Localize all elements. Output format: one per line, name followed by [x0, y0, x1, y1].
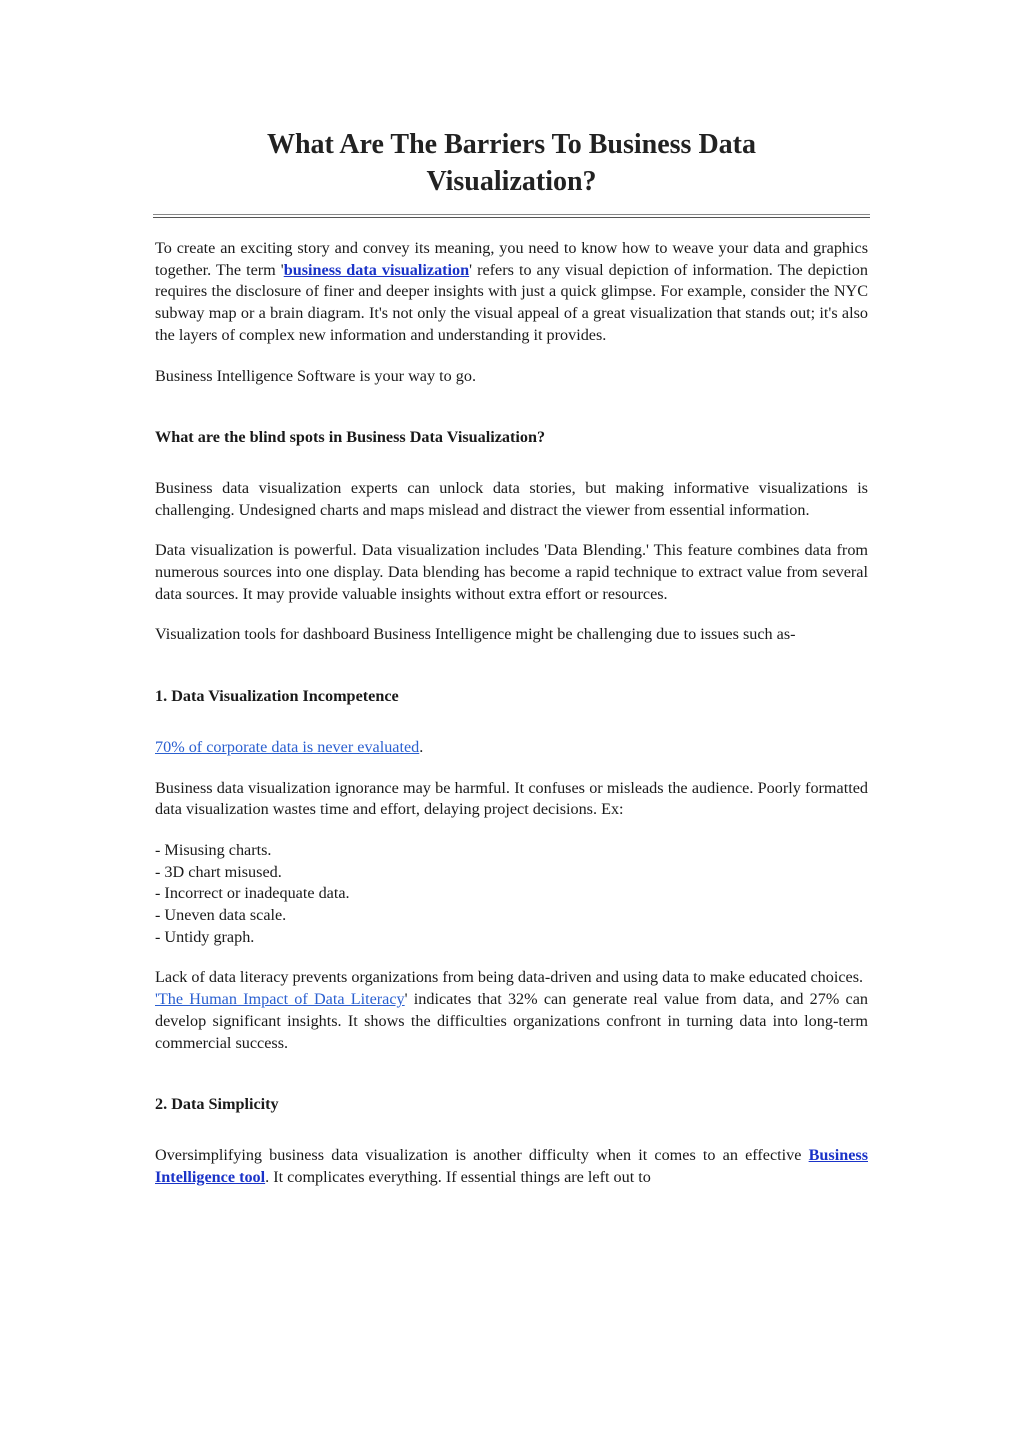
- list-item: - Incorrect or inadequate data.: [155, 884, 350, 903]
- blind-spots-paragraph-3: Visualization tools for dashboard Business Intelligence might be challenging due to issues such as-: [155, 625, 796, 644]
- simplicity-text-after: . It complicates everything. If essential things are left out to: [265, 1167, 651, 1186]
- blind-spots-paragraph-2: Data visualization is powerful. Data visualization includes 'Data Blending.' This feature combines data from numerous sources into one display. Data blending has become a rapid technique to extract value from several data sources. It may provide valuable insights without extra effort or resources.: [155, 541, 868, 603]
- section-1-heading: 1. Data Visualization Incompetence: [155, 687, 399, 706]
- simplicity-text-before: Oversimplifying business data visualization is another difficulty when it comes to an effective: [155, 1145, 809, 1164]
- business-intelligence-tool-link[interactable]: Business Intelligence tool: [155, 1145, 868, 1186]
- human-impact-text: ' indicates that 32% can generate real value from data, and 27% can develop significant insights. It shows the difficulties organizations confront in turning data into long-term commercial success.: [155, 990, 868, 1052]
- document-body: [155, 238, 868, 1188]
- section-2-paragraph-1: [155, 1145, 868, 1188]
- list-item: - Misusing charts.: [155, 840, 272, 859]
- business-data-visualization-link[interactable]: business data visualization: [283, 260, 470, 279]
- section-1-paragraph-1: Business data visualization ignorance may be harmful. It confuses or misleads the audience. Poorly formatted data visualization wastes time and effort, delaying project decisions. Ex:: [155, 778, 868, 819]
- blind-spots-paragraph-1: Business data visualization experts can unlock data stories, but making informative visualizations is challenging. Undesigned charts and maps mislead and distract the viewer from essential information.: [155, 478, 868, 519]
- intro-text-after: ' refers to any visual depiction of information. The depiction requires the disclosure of finer and deeper insights with just a quick glimpse. For example, consider the NYC subway map or a brain diagram. It's not only the visual appeal of a great visualization that stands out; it's also the layers of complex new information and understanding it provides.: [155, 260, 868, 344]
- list-item: - Untidy graph.: [155, 927, 255, 946]
- corporate-data-stat-link[interactable]: 70% of corporate data is never evaluated: [155, 737, 420, 756]
- title-divider: [153, 214, 870, 218]
- section-2-heading: 2. Data Simplicity: [155, 1095, 279, 1114]
- data-literacy-paragraph: Lack of data literacy prevents organizations from being data-driven and using data to make educated choices.: [155, 968, 864, 987]
- document-page: [155, 126, 868, 1186]
- stat-period: .: [419, 737, 424, 756]
- page-title: What Are The Barriers To Business Data Visualization?: [266, 129, 756, 197]
- human-impact-paragraph: [155, 989, 868, 1054]
- list-item: - Uneven data scale.: [155, 906, 287, 925]
- blind-spots-heading: What are the blind spots in Business Data Visualization?: [155, 428, 546, 447]
- bi-software-paragraph: Business Intelligence Software is your way to go.: [155, 366, 476, 385]
- list-item: - 3D chart misused.: [155, 862, 282, 881]
- human-impact-link[interactable]: 'The Human Impact of Data Literacy: [155, 990, 405, 1009]
- misuse-list: [155, 840, 868, 949]
- intro-paragraph: [155, 238, 868, 347]
- stat-paragraph: [155, 737, 868, 759]
- intro-text-before: To create an exciting story and convey its meaning, you need to know how to weave your data and graphics together. The term ': [155, 239, 868, 279]
